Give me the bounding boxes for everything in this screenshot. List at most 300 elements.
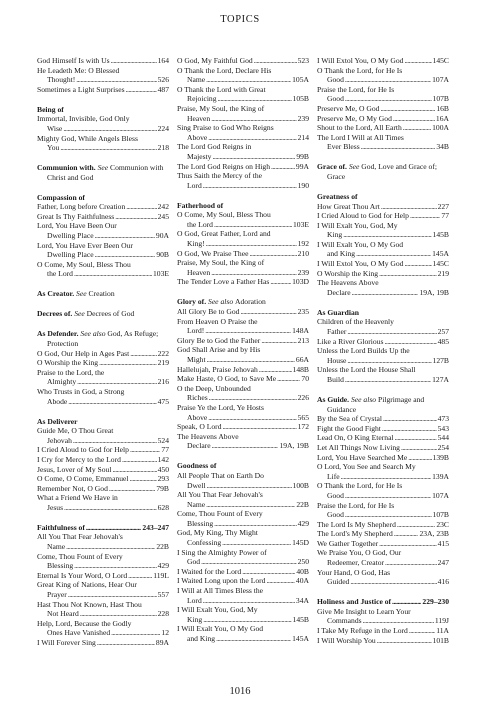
entry-line: [177, 220, 309, 230]
entry-number: 543: [437, 423, 449, 433]
index-entry: [37, 212, 169, 222]
entry-line: [317, 288, 449, 298]
entry-line: [317, 56, 449, 66]
index-entry: [37, 493, 169, 512]
entry-line: [177, 307, 309, 317]
entry-title: Name: [187, 75, 206, 85]
entry-line: [177, 567, 309, 577]
entry-number: 239: [297, 267, 309, 277]
index-entry: [37, 358, 169, 368]
entry-title: Father, Long before Creation: [37, 202, 126, 212]
entry-line: [317, 520, 449, 530]
dot-leader: [403, 123, 431, 133]
entry-title: Faithfulness of: [37, 522, 85, 532]
entry-line: [177, 162, 309, 172]
entry-line: [37, 590, 169, 600]
entry-title: Commands: [327, 616, 362, 626]
entry-number: 247: [437, 558, 449, 568]
entry-title: Jehovah: [47, 435, 72, 445]
entry-number: 475: [157, 396, 169, 406]
entry-number: 107B: [432, 510, 449, 520]
entry-line: [37, 628, 169, 638]
entry-line: [37, 358, 169, 368]
entry-title: God Himself Is with Us: [37, 56, 110, 65]
section-heading: [37, 163, 169, 182]
entry-line: [37, 445, 169, 455]
entry-title-line: All You That Fear Jehovah's: [177, 490, 263, 500]
entry-number: 145D: [292, 538, 309, 548]
dot-leader: [347, 327, 436, 337]
dot-leader: [203, 596, 295, 606]
index-entry: [37, 426, 169, 445]
entry-line: [317, 529, 449, 539]
index-entry: [177, 345, 309, 364]
dot-leader: [111, 628, 160, 638]
entry-title: Jesus: [47, 502, 64, 512]
entry-line: [317, 75, 449, 85]
entry-line: [37, 484, 169, 494]
entry-line: [37, 212, 169, 222]
dot-leader: [206, 75, 291, 85]
entry-title: the Lord: [187, 219, 213, 229]
entry-title-line: Unless the Lord Builds Up the: [317, 346, 410, 356]
dot-leader: [68, 397, 156, 407]
dot-leader: [249, 249, 296, 259]
index-entry: [317, 501, 449, 520]
entry-title: Make Haste, O God, to Save Me: [177, 374, 277, 384]
index-entry: [37, 221, 169, 240]
entry-number: 565: [297, 412, 309, 422]
index-entry: [317, 346, 449, 365]
index-column: [37, 56, 169, 648]
section-heading: [317, 597, 449, 607]
entry-line: [317, 558, 449, 568]
entry-number: 239: [297, 113, 309, 123]
index-section: [177, 297, 309, 451]
entry-title-line: Thus Saith the Mercy of the: [177, 171, 262, 181]
dot-leader: [130, 445, 160, 455]
index-entry: [177, 548, 309, 567]
index-entry: [317, 365, 449, 384]
dot-leader: [392, 597, 421, 607]
entry-title: King!: [187, 239, 205, 249]
index-entry: [177, 422, 309, 432]
index-entry: [177, 586, 309, 605]
dot-leader: [76, 75, 156, 85]
section-heading: [37, 523, 169, 533]
index-entry: [177, 307, 309, 317]
entry-title-line: O Thank the Lord, for He Is: [317, 65, 403, 75]
index-entry: [317, 529, 449, 539]
entry-title: Heaven: [187, 113, 211, 123]
entry-title: Lead On, O King Eternal: [317, 433, 394, 443]
entry-title-line: Mighty God, While Angels Bless: [37, 133, 138, 143]
entry-number: 544: [437, 433, 449, 443]
entry-line: [37, 503, 169, 513]
dot-leader: [99, 358, 157, 368]
index-entry: [177, 336, 309, 346]
entry-title-line: Praise Ye the Lord, Ye Hosts: [177, 402, 264, 412]
entry-line: [177, 557, 309, 567]
entry-number: 145B: [432, 230, 449, 240]
heading-text: Compassion of: [37, 192, 85, 202]
entry-number: 218: [157, 143, 169, 153]
index-entry: [317, 337, 449, 347]
dot-leader: [212, 441, 279, 451]
index-entry: [177, 85, 309, 104]
see-target: Communion with Christ and God: [47, 163, 164, 182]
entry-title: The Lord God Reigns on High: [177, 161, 271, 171]
index-entry: [177, 605, 309, 624]
entry-title: By the Sea of Crystal: [317, 414, 382, 424]
entry-title: O Worship the King: [37, 358, 99, 368]
index-section: [317, 162, 449, 181]
dot-leader: [409, 626, 435, 636]
entry-title: Blessing: [187, 518, 214, 528]
entry-line: [37, 56, 169, 66]
entry-title: The Lord Is My Shepherd: [317, 519, 396, 529]
dot-leader: [63, 124, 156, 134]
dot-leader: [385, 558, 437, 568]
index-entry: [317, 278, 449, 297]
see-target: Pilgrimage and Guidance: [327, 394, 425, 414]
entry-number: 145C: [432, 56, 449, 65]
dot-leader: [383, 414, 437, 424]
entry-title: I Will Worship You: [317, 635, 376, 645]
entry-number: 415: [437, 538, 449, 548]
entry-line: [37, 542, 169, 552]
index-entry: [37, 114, 169, 133]
index-entry: [177, 576, 309, 586]
entry-title: Eternal Is Your Word, O Lord: [37, 570, 128, 580]
index-section: [37, 163, 169, 182]
entry-number: 219: [437, 268, 449, 278]
entry-number: 210: [297, 248, 309, 258]
entry-line: [177, 56, 309, 66]
entry-line: [317, 202, 449, 212]
entry-line: [37, 349, 169, 359]
entry-title: The Tender Love a Father Has: [177, 277, 270, 287]
entry-number: 19A, 19B: [279, 441, 309, 451]
entry-line: [177, 519, 309, 529]
dot-leader: [345, 375, 431, 385]
entry-title: Holiness and Justice of: [317, 597, 392, 607]
entry-line: [317, 424, 449, 434]
entry-line: [37, 85, 169, 95]
entry-number: 243–247: [142, 522, 169, 532]
section-heading: [177, 201, 309, 211]
index-entry: [317, 85, 449, 104]
index-column: [317, 56, 449, 648]
index-entry: [37, 580, 169, 599]
index-entry: [317, 66, 449, 85]
entry-title-line: Hast Thou Not Known, Hast Thou: [37, 599, 142, 609]
entry-number: 90A: [155, 231, 169, 241]
dot-leader: [205, 326, 291, 336]
dot-leader: [130, 349, 156, 359]
see-reference: See: [97, 163, 109, 173]
dot-leader: [201, 557, 297, 567]
dot-leader: [80, 609, 157, 619]
entry-title: Lord: [187, 180, 202, 190]
entry-number: 105A: [292, 75, 309, 85]
index-entry: [317, 123, 449, 133]
index-entry: [317, 520, 449, 530]
entry-title: Dwell: [187, 480, 206, 490]
dot-leader: [242, 567, 295, 577]
entry-title-line: I Will Exalt You, God, My: [317, 220, 398, 230]
entry-line: [177, 441, 309, 451]
entry-title: I Will Extol You, O My God: [317, 259, 404, 269]
index-entry: [177, 365, 309, 375]
entry-line: [317, 375, 449, 385]
entry-number: 242: [157, 202, 169, 212]
entry-title: Majesty: [187, 151, 212, 161]
entry-number: 145B: [292, 614, 309, 624]
dot-leader: [380, 104, 435, 114]
dot-leader: [397, 520, 435, 530]
index-section: [37, 329, 169, 406]
index-entry: [177, 249, 309, 259]
entry-number: 34A: [295, 595, 309, 605]
entry-title: Shout to the Lord, All Earth: [317, 123, 402, 133]
index-entry: [37, 571, 169, 581]
dot-leader: [379, 539, 436, 549]
entry-line: [317, 626, 449, 636]
dot-leader: [86, 523, 142, 533]
entry-line: [177, 615, 309, 625]
index-section: [177, 461, 309, 643]
entry-line: [177, 152, 309, 162]
entry-line: [317, 230, 449, 240]
entry-line: [37, 231, 169, 241]
entry-line: [37, 474, 169, 484]
entry-line: [37, 638, 169, 648]
entry-number: 40B: [296, 566, 309, 576]
index-entry: [37, 465, 169, 475]
dot-leader: [363, 616, 434, 626]
entry-title-line: O Lord, You See and Search My: [317, 462, 416, 472]
entry-title: Good: [327, 75, 344, 85]
entry-number: 229–230: [422, 597, 449, 607]
entry-title: You: [47, 143, 60, 153]
dot-leader: [206, 500, 295, 510]
entry-title: Good: [327, 94, 344, 104]
index-column: [177, 56, 309, 648]
entry-line: [317, 269, 449, 279]
entry-number: 172: [297, 422, 309, 432]
see-reference: See: [76, 289, 87, 299]
entry-number: 293: [157, 474, 169, 484]
entry-title: O God, We Praise Thee: [177, 248, 249, 258]
section-heading: [317, 308, 449, 318]
index-section: [37, 523, 169, 648]
index-entry: [177, 317, 309, 336]
entry-title: Preserve Me, O My God: [317, 113, 392, 123]
dot-leader: [111, 56, 157, 66]
entry-number: 99A: [295, 161, 309, 171]
entry-number: 107A: [432, 75, 449, 85]
see-target: Creation: [88, 289, 115, 299]
index-entry: [177, 509, 309, 528]
index-entry: [317, 481, 449, 500]
entry-line: [317, 510, 449, 520]
dot-leader: [345, 75, 431, 85]
entry-title-line: From Heaven O Praise the: [177, 316, 258, 326]
dot-leader: [112, 465, 156, 475]
dot-leader: [401, 443, 437, 453]
entry-title: Great Is Thy Faithfulness: [37, 211, 115, 221]
index-entry: [177, 432, 309, 451]
entry-title: Rejoicing: [187, 94, 217, 104]
entry-number: 429: [297, 518, 309, 528]
entry-number: 99B: [296, 151, 309, 161]
index-entry: [317, 607, 449, 626]
entry-number: 148B: [292, 364, 309, 374]
dot-leader: [379, 269, 437, 279]
entry-title-line: I Will at All Times Bless the: [177, 586, 264, 596]
entry-title-line: I Will Exalt You, God, My: [177, 605, 258, 615]
index-entry: [177, 258, 309, 277]
section-heading: [317, 162, 449, 181]
index-entry: [317, 269, 449, 279]
topic-index: [37, 56, 449, 648]
entry-title: Might: [187, 355, 206, 364]
dot-leader: [404, 56, 431, 66]
entry-line: [177, 634, 309, 644]
see-target: God, Love and Grace of; Grace: [327, 162, 437, 181]
entry-line: [37, 143, 169, 153]
entry-title: Let All Things Now Living: [317, 442, 400, 452]
dot-leader: [64, 503, 157, 513]
entry-number: 105B: [292, 94, 309, 104]
entry-title: I Will Forever Sing: [37, 638, 96, 647]
entry-line: [177, 422, 309, 432]
entry-title: Like a River Glorious: [317, 336, 384, 346]
entry-title-line: Praise, My Soul, the King of: [177, 103, 265, 113]
index-entry: [177, 490, 309, 509]
entry-number: 16B: [436, 103, 449, 113]
entry-title: Life: [327, 471, 340, 481]
dot-leader: [95, 231, 155, 241]
dot-leader: [126, 85, 157, 95]
index-entry: [317, 259, 449, 269]
index-entry: [317, 114, 449, 124]
entry-number: 216: [157, 377, 169, 387]
heading-text: Greatness of: [317, 191, 358, 201]
entry-title: and King: [187, 634, 216, 644]
entry-title: King: [187, 614, 203, 624]
dot-leader: [122, 455, 157, 465]
index-entry: [37, 532, 169, 551]
entry-title-line: The Heavens Above: [177, 431, 239, 441]
entry-title-line: What a Friend We Have in: [37, 493, 118, 503]
dot-leader: [261, 336, 296, 346]
entry-number: 524: [157, 435, 169, 445]
entry-line: [177, 355, 309, 365]
entry-line: [37, 397, 169, 407]
entry-line: [317, 356, 449, 366]
index-entry: [37, 445, 169, 455]
entry-title-line: We Praise You, O God, Our: [317, 548, 402, 558]
entry-number: 77: [161, 445, 169, 455]
entry-title-line: Your Hand, O God, Has: [317, 567, 391, 577]
dot-leader: [208, 413, 296, 423]
entry-title: Father: [327, 327, 347, 337]
entry-line: [37, 436, 169, 446]
entry-title-line: O God, Great Father, Lord and: [177, 229, 271, 239]
index-section: [317, 597, 449, 645]
index-entry: [317, 568, 449, 587]
entry-title: Redeemer, Creator: [327, 558, 385, 568]
entry-title: Abode: [47, 396, 68, 406]
entry-line: [317, 443, 449, 453]
index-entry: [177, 66, 309, 85]
index-section: [177, 201, 309, 287]
entry-title-line: O Thank the Lord with Great: [177, 84, 266, 94]
index-entry: [37, 455, 169, 465]
dot-leader: [97, 638, 155, 648]
entry-title: All Glory Be to God: [177, 307, 240, 317]
index-entry: [317, 443, 449, 453]
dot-leader: [203, 615, 291, 625]
index-entry: [177, 567, 309, 577]
entry-title-line: Lord, You Have Ever Been Our: [37, 240, 133, 250]
heading-text: Decrees of.: [37, 309, 73, 319]
dot-leader: [130, 474, 157, 484]
entry-title: Good: [327, 490, 344, 500]
entry-line: [317, 337, 449, 347]
entry-number: 192: [297, 239, 309, 249]
entry-number: 145A: [292, 634, 309, 644]
entry-title: Good: [327, 510, 344, 520]
entry-title: Declare: [187, 441, 211, 451]
index-entry: [317, 433, 449, 443]
entry-title: Blessing: [47, 561, 74, 571]
heading-text: As Creator.: [37, 289, 75, 299]
entry-line: [317, 104, 449, 114]
entry-title: I Waited for the Lord: [177, 566, 242, 576]
entry-line: [317, 597, 449, 607]
index-section: [37, 193, 169, 279]
dot-leader: [381, 202, 437, 212]
entry-title-line: All People That on Earth Do: [177, 470, 264, 480]
entry-line: [317, 453, 449, 463]
entry-title: I Cried Aloud to God for Help: [37, 445, 129, 455]
index-section: [317, 192, 449, 298]
entry-title: Dwelling Place: [47, 250, 94, 260]
entry-number: 79B: [156, 483, 169, 493]
entry-title: Name: [47, 542, 66, 552]
dot-leader: [203, 181, 297, 191]
entry-title: Speak, O Lord: [177, 422, 222, 432]
dot-leader: [347, 356, 431, 366]
index-entry: [177, 171, 309, 190]
entry-number: 89A: [155, 638, 169, 647]
index-entry: [37, 484, 169, 494]
entry-number: 127A: [432, 374, 449, 384]
entry-number: 245: [157, 211, 169, 221]
dot-leader: [77, 377, 156, 387]
entry-number: 164: [157, 56, 169, 65]
index-entry: [317, 317, 449, 336]
entry-number: 145A: [432, 249, 449, 259]
entry-title: I Cry for Mercy to the Lord: [37, 454, 121, 464]
entry-number: 235: [297, 307, 309, 317]
index-entry: [37, 387, 169, 406]
heading-text: Fatherhood of: [177, 200, 224, 210]
dot-leader: [128, 571, 152, 581]
